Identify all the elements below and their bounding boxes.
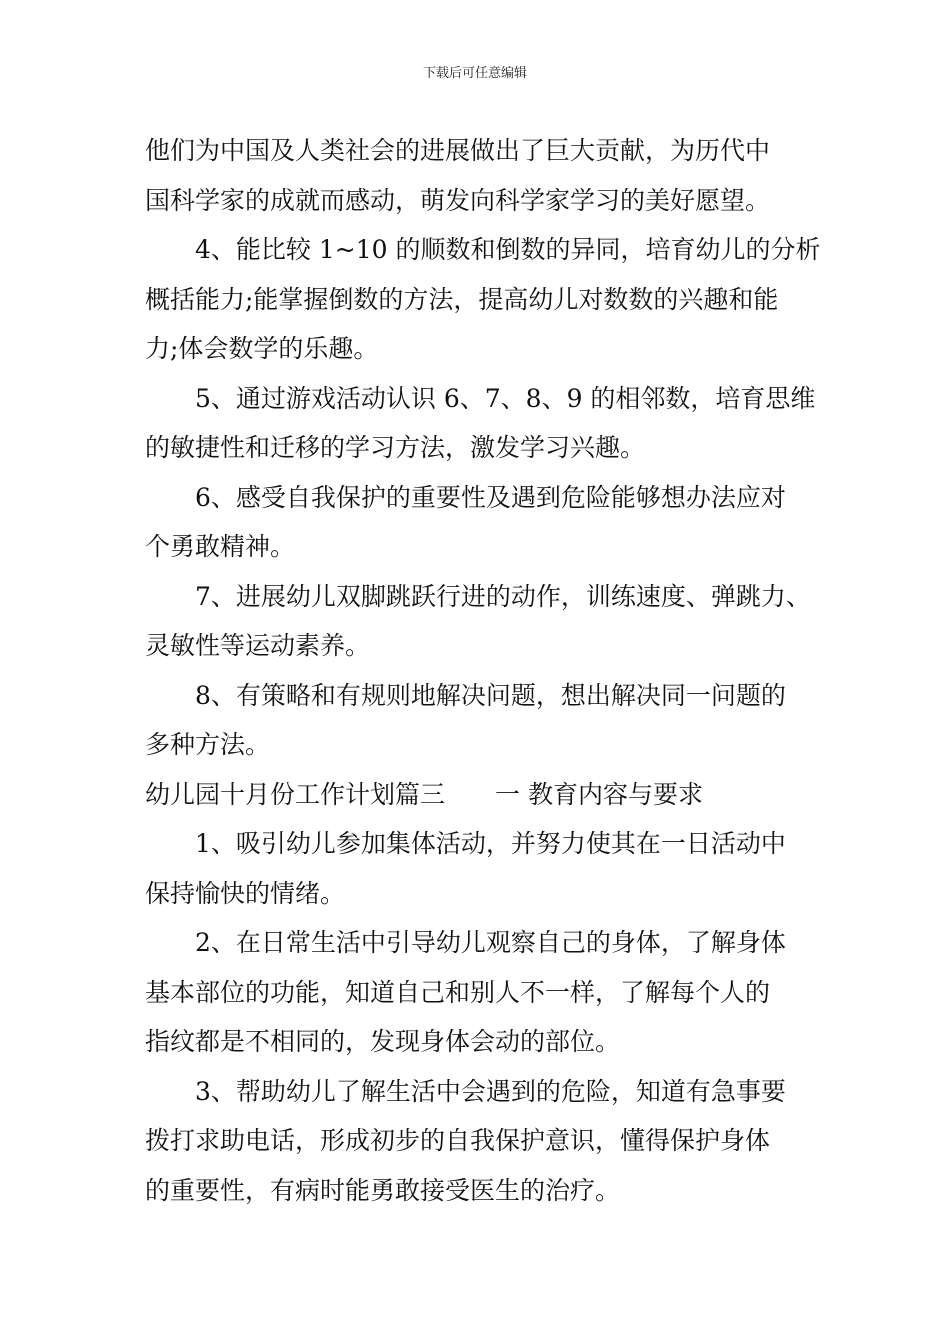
text-line: 2、在日常生活中引导幼儿观察自己的身体，了解身体 bbox=[195, 928, 786, 957]
text-line: 力;体会数学的乐趣。 bbox=[145, 334, 379, 363]
text-line: 个勇敢精神。 bbox=[145, 532, 296, 561]
text-line: 6、感受自我保护的重要性及遇到危险能够想办法应对 bbox=[195, 482, 786, 512]
text-line: 概括能力;能掌握倒数的方法，提高幼儿对数数的兴趣和能 bbox=[145, 284, 779, 314]
text-line: 灵敏性等运动素养。 bbox=[145, 631, 371, 660]
text-line: 1、吸引幼儿参加集体活动，并努力使其在一日活动中 bbox=[195, 829, 786, 858]
text-line: 的重要性，有病时能勇敢接受医生的治疗。 bbox=[145, 1175, 621, 1205]
text-line: 幼儿园十月份工作计划篇三 一 教育内容与要求 bbox=[145, 779, 703, 809]
text-line: 7、进展幼儿双脚跳跃行进的动作，训练速度、弹跳力、 bbox=[195, 581, 811, 611]
text-line: 指纹都是不相同的，发现身体会动的部位。 bbox=[145, 1027, 621, 1056]
text-line: 他们为中国及人类社会的进展做出了巨大贡献，为历代中 bbox=[145, 136, 771, 165]
text-line: 多种方法。 bbox=[145, 730, 271, 759]
text-line: 的敏捷性和迁移的学习方法，激发学习兴趣。 bbox=[145, 433, 646, 462]
text-line: 拨打求助电话，形成初步的自我保护意识，懂得保护身体 bbox=[145, 1126, 771, 1155]
text-line: 3、帮助幼儿了解生活中会遇到的危险，知道有急事要 bbox=[195, 1076, 786, 1106]
text-line: 国科学家的成就而感动，萌发向科学家学习的美好愿望。 bbox=[145, 185, 771, 215]
text-line: 基本部位的功能，知道自己和别人不一样，了解每个人的 bbox=[145, 977, 771, 1007]
document-body bbox=[145, 126, 821, 1215]
text-line: 8、有策略和有规则地解决问题，想出解决同一问题的 bbox=[195, 680, 786, 710]
text-line: 保持愉快的情绪。 bbox=[145, 878, 346, 908]
page-header: 下载后可任意编辑 bbox=[422, 66, 527, 81]
text-line: 5、通过游戏活动认识 6、7、8、9 的相邻数，培育思维 bbox=[195, 383, 816, 413]
text-line: 4、能比较 1~10 的顺数和倒数的异同，培育幼儿的分析 bbox=[195, 235, 821, 264]
